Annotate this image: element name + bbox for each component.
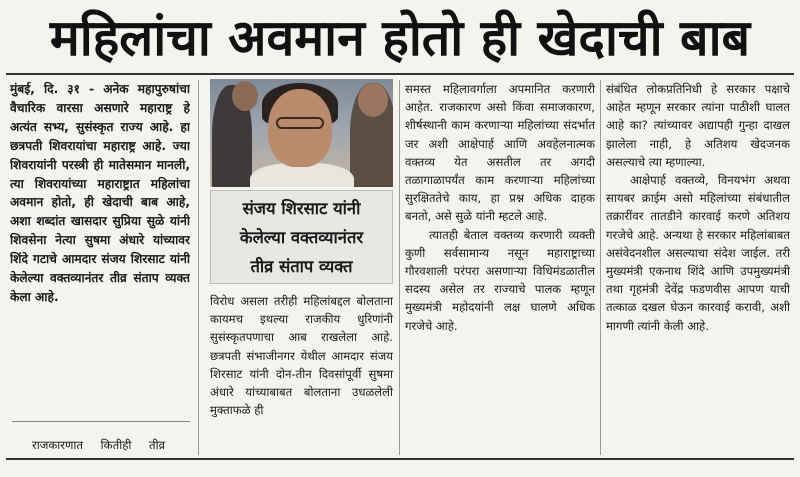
- caption-line-3: तीव्र संताप व्यक्त: [250, 256, 353, 276]
- column-4-paragraph-1: संबंधित लोकप्रतिनिधी हे सरकार पक्षाचे आहेत म्हणून सरकार त्यांना पाठीशी घालत आहे का? त्यांच्यावर अद्यापही गुन्हा दाखल झालेला नाही, हे अतिशय खेदजनक असल्याचे त्या म्हणाल्या.: [606, 82, 790, 169]
- article-headline: महिलांचा अवमान होतो ही खेदाची बाब: [49, 9, 751, 67]
- column-4-paragraph-2: आक्षेपार्ह वक्तव्ये, विनयभंग अथवा सायबर क्राईम असो महिलांच्या संबंधातील तक्रारींवर तातडीने कारवाई करणे अतिशय गरजेचे आहे. अन्यथा हे सरकार महिलांबाबत असंवेदनशील असल्याचा संदेश जाईल. तरी मुख्यमंत्री एकनाथ शिंदे आणि उपमुख्यमंत्री तथा गृहमंत्री देवेंद्र फडणवीस आपण याची तत्काळ दखल घेऊन कारवाई करावी, अशी मागणी त्यांनी केली आहे.: [606, 173, 790, 333]
- column-1-divider: [12, 421, 190, 422]
- column-3-paragraph-1: समस्त महिलावर्गाला अपमानित करणारी आहेत. राजकारण असो किंवा समाजकारण, शीर्षस्थानी काम करणाऱ्या महिलांच्या संदर्भात जर अशी आक्षेपार्ह आणि अवहेलनात्मक वक्तव्य येत असतील तर अगदी तळागाळापर्यंत काम करणाऱ्या महिलांच्या सुरक्षिततेचे काय, हा प्रश्न अधिक दाहक बनतो, असे सुळे यांनी म्हटले आहे.: [405, 82, 595, 224]
- article-column-2: [210, 292, 393, 419]
- column-rule-2: [399, 80, 400, 455]
- lead-paragraph: मुंबई, दि. ३१ - अनेक महापुरुषांचा वैचारिक वारसा असणारे महाराष्ट्र हे अत्यंत सभ्य, सुसंस्कृत राज्य आहे. हा छत्रपती शिवरायांचा महाराष्ट्र आहे. ज्या शिवरायांनी परस्त्री ही मातेसमान मानली, त्या शिवरायांच्या महाराष्ट्रात महिलांचा अवमान होतो, ही खेदाची बाब आहे, अशा शब्दांत खासदार सुप्रिया सुळे यांनी शिवसेना नेत्या सुषमा अंधारे यांच्यावर शिंदे गटाचे आमदार संजय शिरसाट यांनी केलेल्या वक्तव्यानंतर तीव्र संताप व्यक्त केला आहे.: [10, 82, 190, 304]
- column-3-paragraph-2: त्यातही बेताल वक्तव्य करणारी व्यक्ती कुणी सर्वसामान्य नसून महाराष्ट्राच्या गौरवशाली परंपरा असणाऱ्या विधिमंडळातील सदस्य असेल तर राज्याचे पालक म्हणून मुख्यमंत्री महोदयांनी लक्ष घालणे अधिक गरजेचे आहे.: [405, 227, 595, 333]
- column-rule-1: [198, 80, 199, 455]
- caption-line-2: केलेल्या वक्तव्यानंतर: [239, 227, 364, 247]
- photo-caption: [210, 190, 393, 284]
- article-column-4: [606, 80, 790, 470]
- article-column-1: [10, 80, 190, 420]
- news-photo: [210, 79, 393, 187]
- caption-line-1: संजय शिरसाट यांनी: [242, 198, 361, 218]
- column-2-paragraph: विरोध असला तरीही महिलांबद्दल बोलताना कायमच इथल्या राजकीय धुरिणांनी सुसंस्कृतपणाचा आब राखलेला आहे. छत्रपती संभाजीनगर येथील आमदार संजय शिरसाट यांनी दोन-तीन दिवसांपूर्वी सुषमा अंधारे यांच्याबाबत बोलताना उधळलेली मुक्ताफळे ही: [210, 294, 393, 418]
- column-1-continuation: राजकारणात कितीही तीव्र: [32, 438, 166, 452]
- article-column-3: [405, 80, 595, 470]
- glasses-icon: [276, 117, 324, 129]
- headline-divider: [6, 73, 794, 75]
- background-face-right: [358, 83, 388, 117]
- column-rule-3: [600, 80, 601, 455]
- bottom-divider: [6, 458, 794, 460]
- background-face-left: [232, 81, 258, 111]
